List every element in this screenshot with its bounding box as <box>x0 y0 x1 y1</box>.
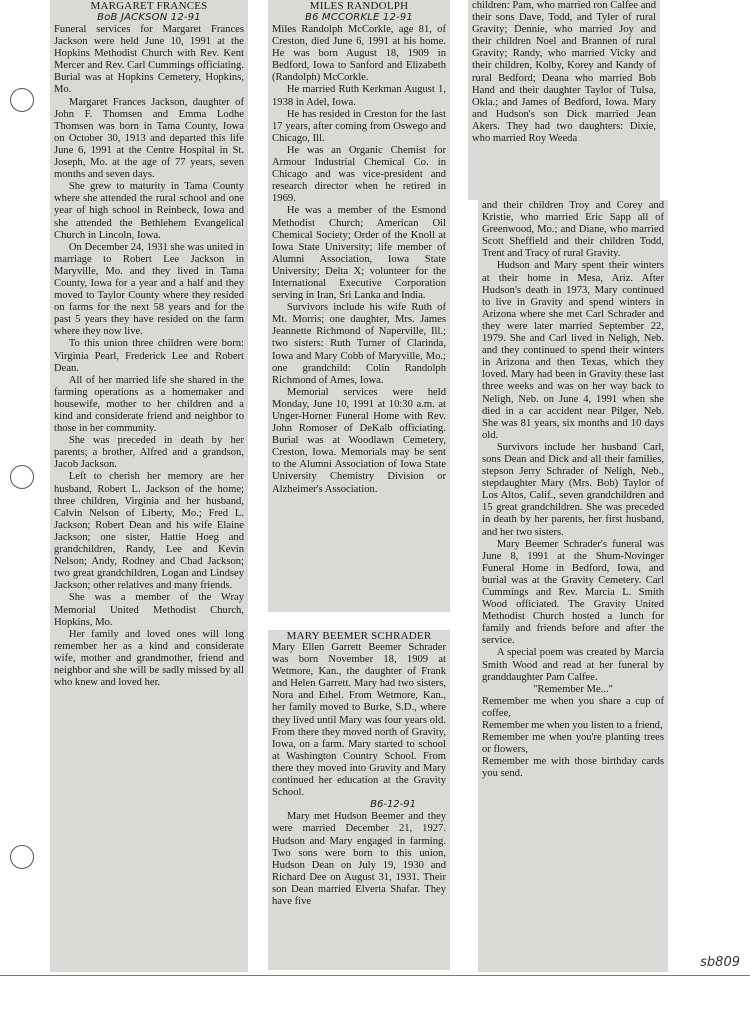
handwritten-date-note: B6-12-91 <box>370 799 416 811</box>
obituary-mary-schrader-part3 <box>478 200 668 972</box>
paragraph: A special poem was created by Marcia Smith Wood and read at her funeral by granddaughter Pam Calfee. <box>482 647 664 683</box>
paragraph: Mary Ellen Garrett Beemer Schrader was born November 18, 1909 at Wetmore, Kan., the daughter of Frank and Helen Garrett. Mary had two sisters, Nora and Ethel. From Wetmore, Kan., her family moved to Burke, S.D., where they lived until Mary was four years old. From there they moved north of Gravity, Iowa, on a farm. Mary started to school at Washington Country School. From there they moved into Gravity and Mary continued her education at the Gravity School. <box>272 642 446 799</box>
poem-title: "Remember Me..." <box>533 683 613 695</box>
paragraph: Mary met Hudson Beemer and they were married December 21, 1927. Hudson and Mary engaged in farming. Two sons were born to this union, Hudson Dean on July 19, 1930 and Richard Dee on August 31, 1931. Their son Dean married Elverta Shafar. They have five <box>272 811 446 907</box>
paragraph: She grew to maturity in Tama County where she attended the rural school and one year of high school in Reinbeck, Iowa and she attended the Bethlehem Evangelical Church in Lincoln, Iowa. <box>54 181 244 241</box>
page-id-handwritten: sb809 <box>700 955 740 970</box>
paragraph: She was preceded in death by her parents; a brother, Alfred and a grandson, Jacob Jackson. <box>54 435 244 471</box>
obituary-header: MARGARET FRANCES <box>90 0 208 12</box>
punch-hole-bottom <box>10 845 34 869</box>
paragraph: children: Pam, who married ron Calfee and their sons Dave, Todd, and Tyler of rural Gravity; Dennie, who married Joy and their children Noel and Brannen of rural Gravity; Randy, who married Vicky and their children, Kolby, Korey and Kandy of rural Bedford; Deana who married Bob Hand and their daughter Taylor of Tulsa, Okla.; and James of Bedford, Iowa. Mary and Hudson's son Dick married Jean Akers. They had two daughters: Dixie, who married Roy Weeda <box>472 0 656 145</box>
obituary-margaret-jackson <box>50 0 248 972</box>
paragraph: Survivors include his wife Ruth of Mt. Morris; one daughter, Mrs. James Jeannette Richmond of Naperville, Ill.; two sisters: Ruth Turner of Clarinda, Iowa and Mary Cobb of Maryville, Mo.; one grandchild: Colin Randolph Richmond of Ames, Iowa. <box>272 302 446 386</box>
obituary-header: MARY BEEMER SCHRADER <box>286 630 432 642</box>
paragraph: He was a member of the Esmond Methodist Church; American Oil Chemical Society; Order of the Knoll at Iowa State University; life member of Alumni Association, Iowa State University; Delta X; volunteer for the International Executive Corporation serving in Iran, Sri Lanka and India. <box>272 205 446 302</box>
paragraph: Left to cherish her memory are her husband, Robert L. Jackson of the home; three children, Virginia and her husband, Calvin Nelson of Liberty, Mo.; Fred L. Jackson; Robert Dean and his wife Elaine Jackson; one sister, Hattie Hoeg and grandchildren, Randy, Lee and Kevin Nelson; Andy, Rodney and Chad Jackson; two great grandchildren, Logan and Lindsey Jackson; other relatives and many friends. <box>54 471 244 592</box>
paragraph: Survivors include her husband Carl, sons Dean and Dick and all their families, stepson Jerry Schrader of Neligh, Neb., stepdaughter Mary (Mrs. Bob) Taylor of Los Altos, Calif., seven grandchildren and 15 great grandchildren. She was preceded in death by her parents, her first husband, and her two sisters. <box>482 441 664 538</box>
paragraph: Mary Beemer Schrader's funeral was June 8, 1991 at the Shum-Novinger Funeral Home in Bedford, Iowa, and burial was at the Gravity Cemetery. Carl Cummings and Rev. Marcia L. Smith Wood officiated. The Gravity United Methodist Church hosted a lunch for family and friends before and after the service. <box>482 538 664 647</box>
paragraph: He has resided in Creston for the last 17 years, after coming from Oswego and Chicago, Ill. <box>272 108 446 144</box>
poem-line: Remember me with those birthday cards you send. <box>482 756 664 780</box>
handwritten-name-note: B6 MCCORKLE 12-91 <box>305 12 413 23</box>
paragraph: Miles Randolph McCorkle, age 81, of Creston, died June 6, 1991 at his home. He was born August 18, 1909 in Bedford, Iowa to Sanford and Elizabeth (Randolph) McCorkle. <box>272 24 446 84</box>
page-bottom-rule <box>0 975 750 976</box>
paragraph: Margaret Frances Jackson, daughter of John F. Thomsen and Emma Lodhe Thomsen was born in Tama County, Iowa on October 30, 1913 and departed this life June 6, 1991 at the Centre Hospital in St. Joseph, Mo. at the age of 77 years, seven months and seven days. <box>54 96 244 181</box>
paragraph: Her family and loved ones will long remember her as a kind and considerate wife, mother and grandmother, friend and neighbor and she will be sadly missed by all who knew and loved her. <box>54 628 244 689</box>
obituary-miles-mccorkle <box>268 0 450 612</box>
paragraph: He was an Organic Chemist for Armour Industrial Chemical Co. in Chicago and was vice-president and research director when he retired in 1969. <box>272 144 446 205</box>
paragraph: On December 24, 1931 she was united in marriage to Robert Lee Jackson in Maryville, Mo. and they lived in Tama County, Iowa for a year and a half and they moved to Taylor County where they resided on farms for the next 58 years and for the past 5 years they have resided on the farm where they now live. <box>54 241 244 338</box>
paragraph: Memorial services were held Monday, June 10, 1991 at 10:30 a.m. at Unger-Horner Funeral Home with Rev. John Romoser of DeKalb officiating. Burial was at Woodlawn Cemetery, Creston, Iowa. Memorials may be sent to the Alumni Association of Iowa State University Chemistry Division or Alzheimer's Association. <box>272 386 446 495</box>
punch-hole-top <box>10 88 34 112</box>
paragraph: He married Ruth Kerkman August 1, 1938 in Adel, Iowa. <box>272 84 446 108</box>
handwritten-name-note: BoB JACKSON 12-91 <box>97 12 201 23</box>
paragraph: and their children Troy and Corey and Kristie, who married Eric Sapp all of Greenwood, Mo.; and Diane, who married Scott Sheffield and their children Todd, Trent and Tracy of rural Gravity. <box>482 200 664 260</box>
paragraph: To this union three children were born: Virginia Pearl, Frederick Lee and Robert Dean. <box>54 338 244 374</box>
poem-line: Remember me when you listen to a friend, <box>482 720 663 732</box>
punch-hole-middle <box>10 465 34 489</box>
obituary-mary-schrader-part2 <box>468 0 660 200</box>
paragraph: She was a member of the Wray Memorial United Methodist Church, Hopkins, Mo. <box>54 592 244 628</box>
paragraph: Funeral services for Margaret Frances Jackson were held June 10, 1991 at the Hopkins Methodist Church with Rev. Kent Mercer and Rev. Carl Cummings officiating. Burial was at Hopkins Cemetery, Hopkins, Mo. <box>54 24 244 96</box>
poem-line: Remember me when you're planting trees or flowers, <box>482 732 664 756</box>
obituary-mary-schrader-part1 <box>268 630 450 970</box>
poem-line: Remember me when you share a cup of coffee, <box>482 695 664 719</box>
paragraph: All of her married life she shared in the farming operations as a homemaker and housewife, mother to her children and a kind and considerate friend and neighbor to those in her community. <box>54 374 244 435</box>
obituary-header: MILES RANDOLPH <box>309 0 409 12</box>
obituary-body <box>54 24 244 689</box>
paragraph: Hudson and Mary spent their winters at their home in Mesa, Ariz. After Hudson's death in 1973, Mary continued to live in Gravity and spend winters in Arizona where she met Carl Schrader and they were later married September 22, 1979. She and Carl lived in Neligh, Neb. and they continued to spend their winters in Arizona and then Texas, which they loved. Mary had been in Gravity these last three weeks and was on her way back to Neligh, Neb. on June 4, 1991 when she died in a car accident near Pilger, Neb. She was 81 years, six months and 10 days old. <box>482 260 664 441</box>
